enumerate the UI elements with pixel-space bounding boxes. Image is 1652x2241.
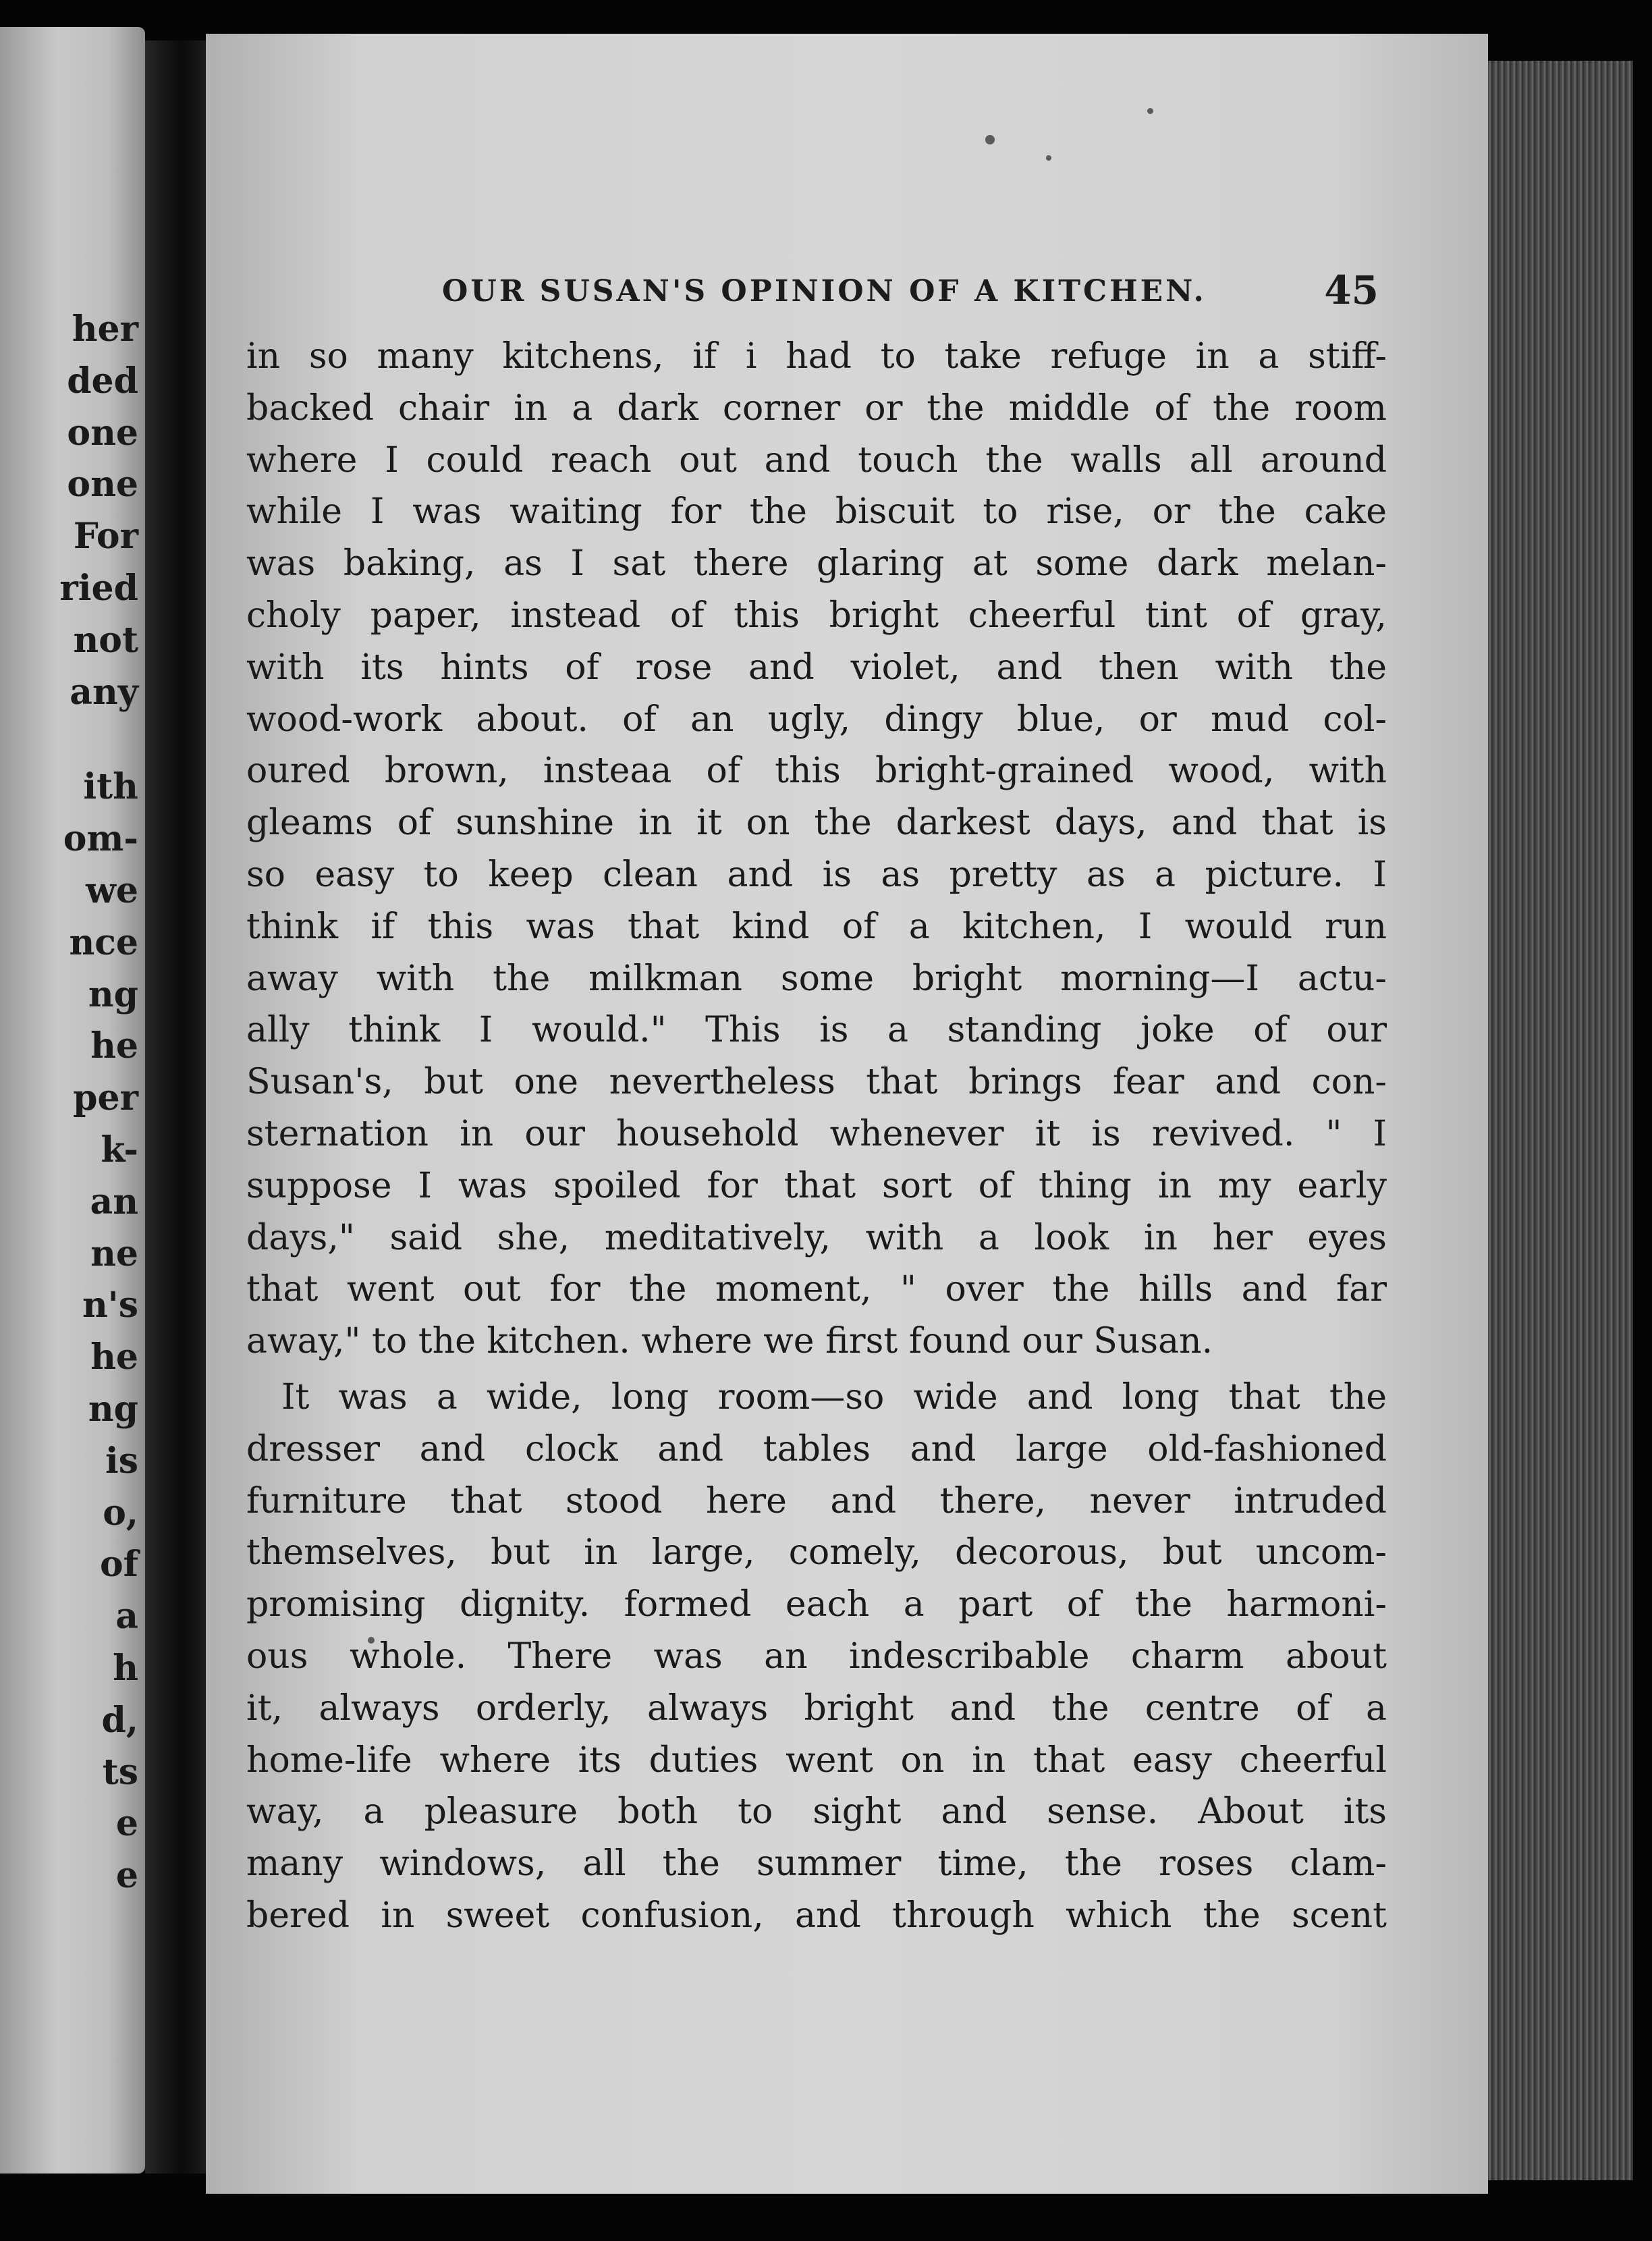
text-line: with its hints of rose and violet, and then with the — [246, 647, 1387, 688]
text-line: themselves, but in large, comely, decorous, but uncom- — [246, 1532, 1387, 1573]
running-header-title: OUR SUSAN'S OPINION OF A KITCHEN. — [442, 274, 1207, 308]
fragment-line: e — [115, 1855, 138, 1897]
text-line: many windows, all the summer time, the roses clam- — [246, 1843, 1387, 1885]
text-line: promising dignity. formed each a part of the harmoni- — [246, 1584, 1387, 1625]
text-line: in so many kitchens, if i had to take refuge in a stiff- — [246, 336, 1387, 377]
page-number: 45 — [1324, 267, 1379, 313]
text-line: it, always orderly, always bright and the centre of a — [246, 1688, 1387, 1729]
fragment-line: any — [70, 671, 138, 713]
fragment-line: per — [73, 1077, 138, 1119]
fragment-line: he — [90, 1336, 138, 1378]
fragment-line: ded — [67, 360, 138, 402]
text-line: backed chair in a dark corner or the middle of the room — [246, 387, 1387, 429]
fragment-line: nce — [69, 921, 138, 963]
text-line: think if this was that kind of a kitchen, I would run — [246, 906, 1387, 947]
fragment-line: is — [105, 1440, 138, 1482]
fragment-gap — [59, 718, 138, 761]
fragment-line: ith — [83, 766, 138, 808]
text-line: that went out for the moment, " over the hills and far — [246, 1269, 1387, 1310]
running-header — [206, 258, 1379, 313]
fragment-line: d, — [101, 1699, 138, 1741]
fragment-line: ne — [90, 1233, 138, 1274]
text-line: was baking, as I sat there glaring at some dark melan- — [246, 543, 1387, 585]
text-line: furniture that stood here and there, never intruded — [246, 1480, 1387, 1521]
text-line: ally think I would." This is a standing joke of our — [246, 1010, 1387, 1051]
fragment-line: n's — [82, 1285, 138, 1326]
fragment-line: an — [90, 1181, 138, 1222]
fragment-line: her — [72, 308, 138, 350]
text-line: days," said she, meditatively, with a look in her eyes — [246, 1217, 1387, 1258]
fragment-line: we — [86, 869, 138, 911]
text-line: where I could reach out and touch the walls all around — [246, 439, 1387, 481]
fragment-line: ng — [88, 973, 138, 1015]
ink-speck — [1046, 155, 1051, 161]
text-line: choly paper, instead of this bright cheerful tint of gray, — [246, 595, 1387, 636]
text-line: dresser and clock and tables and large old-fashioned — [246, 1428, 1387, 1469]
fragment-line: ts — [102, 1751, 138, 1793]
text-line: so easy to keep clean and is as pretty as a picture. I — [246, 854, 1387, 895]
facing-page-edge — [0, 27, 145, 2174]
facing-page-text-fragments — [59, 304, 138, 1902]
fragment-line: not — [73, 619, 138, 661]
book-gutter — [145, 40, 206, 2174]
text-line: away," to the kitchen. where we first found our Susan. — [246, 1321, 1213, 1362]
fragment-line: a — [115, 1596, 138, 1638]
ink-speck — [985, 135, 995, 144]
fragment-line: of — [99, 1544, 138, 1586]
body-text — [246, 331, 1387, 1942]
text-line: home-life where its duties went on in that easy cheerful — [246, 1739, 1387, 1781]
text-line: ous whole. There was an indescribable charm about — [246, 1636, 1387, 1677]
text-line: Susan's, but one nevertheless that brings fear and con- — [246, 1062, 1387, 1103]
text-line: oured brown, insteaa of this bright-grained wood, with — [246, 751, 1387, 792]
text-line: sternation in our household whenever it is revived. " I — [246, 1113, 1387, 1154]
text-line: wood-work about. of an ugly, dingy blue, or mud col- — [246, 699, 1387, 740]
book-page — [206, 34, 1488, 2194]
text-line: gleams of sunshine in it on the darkest days, and that is — [246, 803, 1387, 844]
fragment-line: ried — [59, 567, 138, 609]
fragment-line: he — [90, 1025, 138, 1067]
fragment-line: For — [73, 516, 138, 558]
text-line: bered in sweet confusion, and through which the scent — [246, 1895, 1387, 1936]
fragment-line: e — [115, 1803, 138, 1845]
ink-speck — [1147, 108, 1153, 114]
fragment-line: ng — [88, 1388, 138, 1430]
fragment-line: om- — [63, 818, 138, 860]
fragment-line: h — [113, 1647, 138, 1689]
book-page-edges — [1488, 61, 1633, 2180]
text-line: while I was waiting for the biscuit to rise, or the cake — [246, 491, 1387, 533]
fragment-line: k- — [101, 1129, 138, 1170]
fragment-line: one — [67, 412, 138, 454]
text-line: suppose I was spoiled for that sort of thing in my early — [246, 1165, 1387, 1206]
fragment-line: o, — [103, 1492, 138, 1534]
text-line: away with the milkman some bright morning—I actu- — [246, 958, 1387, 999]
text-line: It was a wide, long room—so wide and long that the — [281, 1376, 1387, 1418]
text-line: way, a pleasure both to sight and sense. About its — [246, 1791, 1387, 1833]
fragment-line: one — [67, 464, 138, 506]
